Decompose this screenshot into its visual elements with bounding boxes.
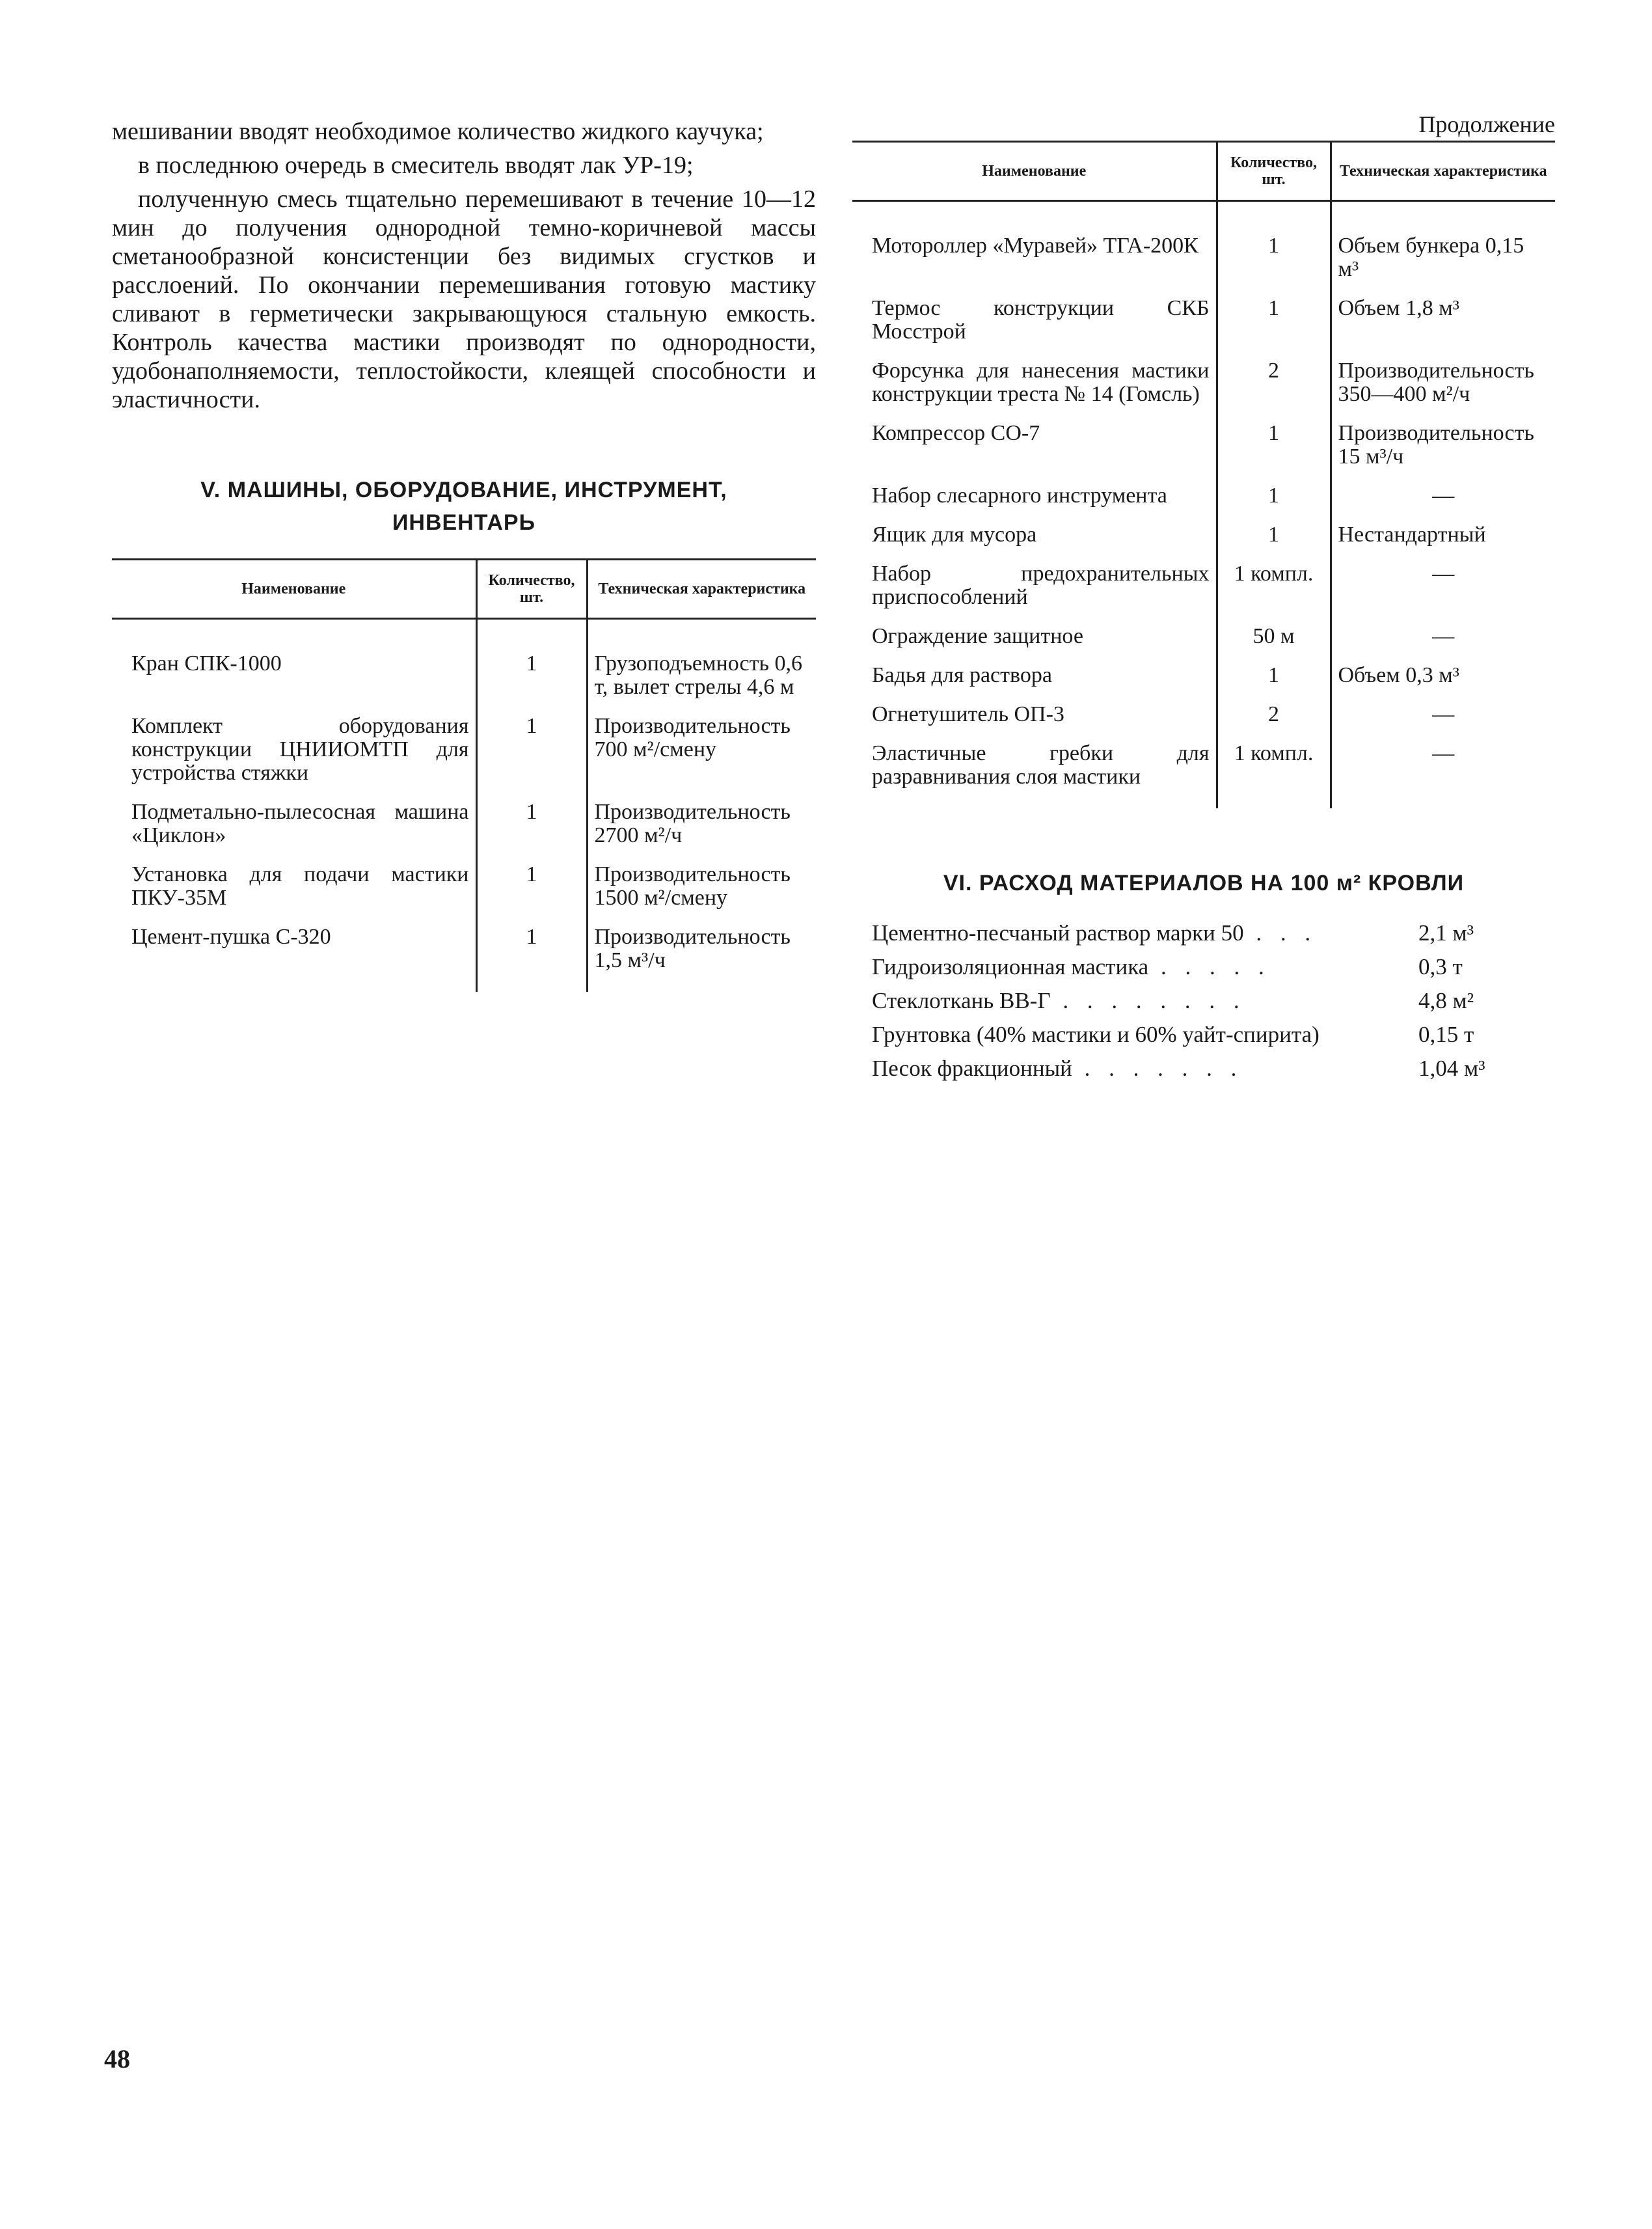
cell-qty: 50 м [1217, 621, 1331, 660]
material-name: Цементно-песчаный раствор марки 50 [872, 920, 1244, 946]
header-qty: Количество, шт. [476, 560, 587, 619]
cell-name: Набор слесарного инструмента [872, 484, 1167, 508]
cell-spec: Производительность 2700 м²/ч [587, 797, 816, 859]
table-row [852, 418, 1555, 480]
paragraph: мешивании вводят необходимое количество жидкого каучука; [112, 118, 764, 145]
table-row [852, 738, 1555, 808]
cell-spec: Нестандартный [1331, 519, 1555, 558]
cell-name: Цемент-пушка С-320 [131, 925, 331, 949]
table-row [852, 293, 1555, 355]
cell-name: Установка для подачи мастики ПКУ-35М [131, 862, 469, 910]
cell-spec: — [1331, 699, 1555, 738]
leader-dots: . . . . . [1148, 954, 1271, 979]
cell-qty: 1 [476, 922, 587, 992]
cell-qty: 1 [1217, 418, 1331, 480]
cell-spec: Объем бункера 0,15 м³ [1331, 201, 1555, 294]
cell-name: Эластичные гребки для разравнивания слоя мастики [872, 741, 1210, 789]
table-row [852, 519, 1555, 558]
material-amount: 4,8 м² [1418, 988, 1474, 1013]
page-number: 48 [104, 2044, 130, 2073]
cell-spec: — [1331, 480, 1555, 519]
cell-name: Комплект оборудования конструкции ЦНИИОМТП для устройства стяжки [131, 714, 469, 785]
list-item [872, 916, 1496, 950]
table-row [112, 797, 816, 859]
cell-name: Компрессор СО-7 [872, 421, 1040, 445]
cell-name: Ящик для мусора [872, 523, 1037, 547]
section-5-heading-line-1: V. МАШИНЫ, ОБОРУДОВАНИЕ, ИНСТРУМЕНТ, [200, 478, 727, 502]
table-row [852, 558, 1555, 621]
table-header-row [112, 560, 816, 619]
cell-name: Подметально-пылесосная машина «Циклон» [131, 800, 469, 847]
cell-spec: Производительность 350—400 м²/ч [1331, 355, 1555, 418]
header-spec: Техническая характеристика [587, 560, 816, 619]
cell-qty: 1 [476, 859, 587, 922]
cell-name: Бадья для раствора [872, 663, 1052, 687]
header-name: Наименование [852, 142, 1217, 201]
intro-text [112, 117, 816, 414]
material-name: Песок фракционный [872, 1056, 1072, 1081]
cell-spec: Производительность 1500 м²/смену [587, 859, 816, 922]
table-row [112, 859, 816, 922]
section-5-heading-line-2: ИНВЕНТАРЬ [392, 510, 536, 535]
materials-list [872, 916, 1496, 1086]
cell-name: Форсунка для нанесения мастики конструкции треста № 14 (Гомсль) [872, 359, 1210, 406]
list-item [872, 1018, 1496, 1052]
table-row [852, 480, 1555, 519]
paragraph: в последнюю очередь в смеситель вводят лак УР-19; [138, 152, 694, 179]
cell-name: Ограждение защитное [872, 624, 1083, 648]
header-name: Наименование [112, 560, 476, 619]
cell-qty: 1 [476, 711, 587, 797]
cell-name: Кран СПК-1000 [131, 651, 282, 676]
cell-spec: Производительность 15 м³/ч [1331, 418, 1555, 480]
material-amount: 0,3 т [1418, 954, 1463, 979]
list-item [872, 950, 1496, 984]
cell-spec: — [1331, 621, 1555, 660]
cell-spec: Производительность 700 м²/смену [587, 711, 816, 797]
material-name: Грунтовка (40% мастики и 60% уайт-спирита) [872, 1022, 1320, 1047]
table-row [852, 660, 1555, 699]
cell-qty: 1 [1217, 660, 1331, 699]
cell-qty: 1 компл. [1217, 558, 1331, 621]
list-item [872, 1052, 1496, 1086]
material-amount: 0,15 т [1418, 1022, 1474, 1047]
cell-qty: 2 [1217, 699, 1331, 738]
table-row [112, 711, 816, 797]
leader-dots: . . . . . . . [1072, 1056, 1243, 1081]
cell-spec: — [1331, 738, 1555, 808]
continuation-label: Продолжение [1418, 111, 1555, 137]
leader-dots: . . . . . . . . [1050, 988, 1246, 1013]
table-header-row [852, 142, 1555, 201]
cell-qty: 1 [1217, 201, 1331, 294]
left-column [112, 117, 816, 992]
cell-qty: 2 [1217, 355, 1331, 418]
header-spec: Техническая характеристика [1331, 142, 1555, 201]
table-row [852, 355, 1555, 418]
section-5-heading [112, 474, 816, 539]
table-row [112, 619, 816, 711]
cell-qty: 1 компл. [1217, 738, 1331, 808]
cell-name: Термос конструкции СКБ Мосстрой [872, 296, 1210, 344]
table-row [112, 922, 816, 992]
equipment-table [112, 558, 816, 992]
material-name: Гидроизоляционная мастика [872, 954, 1149, 979]
cell-qty: 1 [1217, 293, 1331, 355]
cell-qty: 1 [476, 619, 587, 711]
equipment-table-continued [852, 141, 1555, 808]
cell-spec: Грузоподъемность 0,6 т, вылет стрелы 4,6 м [587, 619, 816, 711]
material-name: Стеклоткань ВВ-Г [872, 988, 1051, 1013]
cell-spec: Производительность 1,5 м³/ч [587, 922, 816, 992]
section-6-heading: VI. РАСХОД МАТЕРИАЛОВ НА 100 м² КРОВЛИ [943, 871, 1465, 896]
cell-spec: — [1331, 558, 1555, 621]
table-row [852, 201, 1555, 294]
cell-spec: Объем 0,3 м³ [1331, 660, 1555, 699]
cell-spec: Объем 1,8 м³ [1331, 293, 1555, 355]
material-amount: 2,1 м³ [1418, 920, 1474, 946]
material-amount: 1,04 м³ [1418, 1056, 1485, 1081]
cell-qty: 1 [476, 797, 587, 859]
right-column [852, 111, 1555, 1086]
table-row [852, 621, 1555, 660]
paragraph: полученную смесь тщательно перемешивают в течение 10—12 мин до получения однородной темно-коричневой массы сметанообразной консистенции без видимых сгустков и расслоений. По окончании перемешивания готовую мастику сливают в герметически закрывающуюся стальную емкость. Контроль качества мастики производят по однородности, удобонаполняемости, теплостойкости, клеящей способности и эластичности. [112, 185, 816, 413]
list-item [872, 984, 1496, 1018]
cell-name: Набор предохранительных приспособлений [872, 562, 1210, 609]
cell-qty: 1 [1217, 480, 1331, 519]
cell-name: Мотороллер «Муравей» ТГА-200К [872, 234, 1198, 258]
cell-name: Огнетушитель ОП-3 [872, 702, 1064, 726]
header-qty: Количество, шт. [1217, 142, 1331, 201]
cell-qty: 1 [1217, 519, 1331, 558]
table-row [852, 699, 1555, 738]
leader-dots: . . . [1243, 920, 1318, 946]
